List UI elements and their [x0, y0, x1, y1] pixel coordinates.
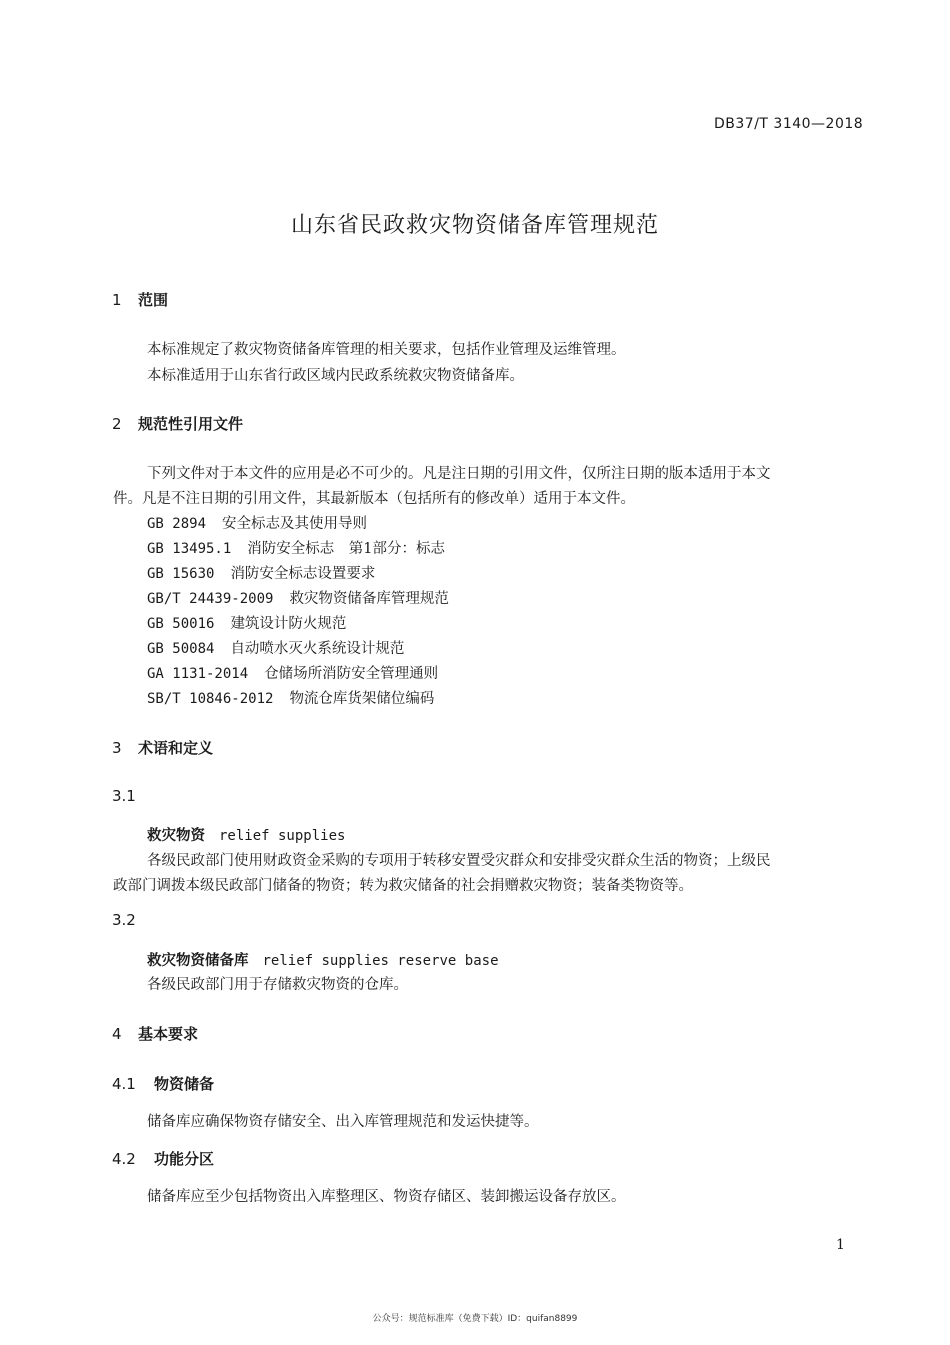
reference-item — [147, 662, 438, 683]
reference-item — [147, 537, 445, 558]
section-number: 3 — [112, 739, 122, 757]
reference-code: GA 1131-2014 — [147, 666, 249, 682]
reference-item — [147, 562, 375, 583]
sec2-paragraph-line-1: 下列文件对于本文件的应用是必不可少的。凡是注日期的引用文件，仅所注日期的版本适用于本文 — [147, 466, 771, 482]
term-english: relief supplies reserve base — [262, 953, 499, 969]
section-title: 范围 — [138, 291, 169, 309]
section-4-heading — [112, 1023, 198, 1044]
section-3-heading — [112, 737, 213, 758]
reference-name: 消防安全标志 第1部分：标志 — [247, 541, 446, 557]
section-number: 2 — [112, 415, 122, 433]
sec1-paragraph-1: 本标准规定了救灾物资储备库管理的相关要求，包括作业管理及运维管理。 — [147, 342, 626, 358]
section-title: 规范性引用文件 — [138, 415, 244, 433]
reference-code: GB/T 24439-2009 — [147, 591, 274, 607]
subsection-4-2-paragraph: 储备库应至少包括物资出入库整理区、物资存储区、装卸搬运设备存放区。 — [147, 1189, 626, 1205]
term-heading — [147, 949, 499, 970]
reference-name: 物流仓库货架储位编码 — [289, 691, 435, 707]
section-title: 基本要求 — [138, 1025, 199, 1043]
reference-code: GB 50084 — [147, 641, 215, 657]
standard-code: DB37/T 3140—2018 — [714, 116, 864, 132]
subsection-title: 功能分区 — [154, 1150, 215, 1168]
reference-code: GB 15630 — [147, 566, 215, 582]
term-definition-line-1: 各级民政部门使用财政资金采购的专项用于转移安置受灾群众和安排受灾群众生活的物资；上级民 — [147, 853, 771, 869]
term-heading — [147, 824, 345, 845]
term-number: 3.2 — [112, 911, 136, 929]
reference-code: SB/T 10846-2012 — [147, 691, 274, 707]
reference-item — [147, 637, 404, 658]
subsection-number: 4.1 — [112, 1075, 136, 1093]
reference-name: 自动喷水灭火系统设计规范 — [230, 641, 405, 657]
document-title: 山东省民政救灾物资储备库管理规范 — [290, 213, 659, 238]
term-number: 3.1 — [112, 787, 136, 805]
reference-name: 仓储场所消防安全管理通则 — [264, 666, 439, 682]
reference-item — [147, 587, 449, 608]
reference-item — [147, 687, 434, 708]
section-2-heading — [112, 413, 243, 434]
reference-item — [147, 512, 367, 533]
reference-code: GB 50016 — [147, 616, 215, 632]
sec2-paragraph-line-2: 件。凡是不注日期的引用文件，其最新版本（包括所有的修改单）适用于本文件。 — [113, 491, 635, 507]
page-number: 1 — [836, 1237, 845, 1253]
term-english: relief supplies — [219, 828, 346, 844]
subsection-title: 物资储备 — [154, 1075, 215, 1093]
term-chinese: 救灾物资 — [147, 828, 205, 844]
reference-code: GB 2894 — [147, 516, 207, 532]
section-number: 1 — [112, 291, 122, 309]
section-title: 术语和定义 — [138, 739, 214, 757]
footer-watermark-text: 公众号：规范标准库（免费下载）ID：quifan8899 — [372, 1314, 578, 1324]
term-definition: 各级民政部门用于存储救灾物资的仓库。 — [147, 977, 408, 993]
subsection-4-1-heading — [112, 1073, 214, 1094]
sec1-paragraph-2: 本标准适用于山东省行政区域内民政系统救灾物资储备库。 — [147, 368, 524, 384]
reference-name: 建筑设计防火规范 — [230, 616, 347, 632]
reference-name: 安全标志及其使用导则 — [222, 516, 368, 532]
reference-name: 救灾物资储备库管理规范 — [289, 591, 449, 607]
term-definition-line-2: 政部门调拨本级民政部门储备的物资；转为救灾储备的社会捐赠救灾物资；装备类物资等。 — [113, 878, 693, 894]
reference-name: 消防安全标志设置要求 — [230, 566, 376, 582]
section-1-heading — [112, 289, 168, 310]
subsection-number: 4.2 — [112, 1150, 136, 1168]
subsection-4-1-paragraph: 储备库应确保物资存储安全、出入库管理规范和发运快捷等。 — [147, 1114, 539, 1130]
reference-code: GB 13495.1 — [147, 541, 232, 557]
term-chinese: 救灾物资储备库 — [147, 953, 249, 969]
reference-item — [147, 612, 346, 633]
subsection-4-2-heading — [112, 1148, 214, 1169]
section-number: 4 — [112, 1025, 122, 1043]
